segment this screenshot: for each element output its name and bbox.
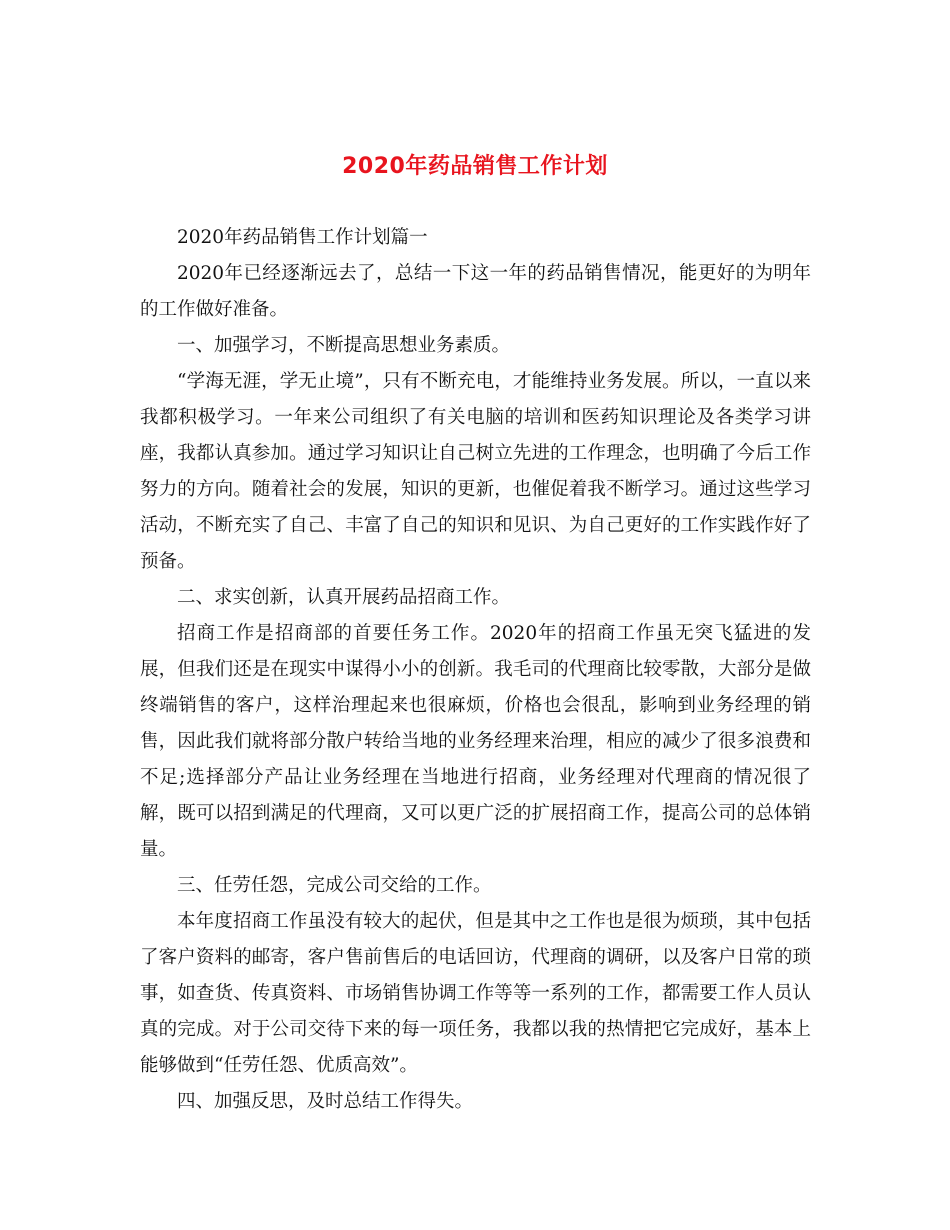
paragraph-section-1: “学海无涯，学无止境”，只有不断充电，才能维持业务发展。所以，一直以来我都积极学习。一年来公司组织了有关电脑的培训和医药知识理论及各类学习讲座，我都认真参加。通过学习知识让自己树立先进的工作理念，也明确了今后工作努力的方向。随着社会的发展，知识的更新，也催促着我不断学习。通过这些学习活动，不断充实了自己、丰富了自己的知识和见识、为自己更好的工作实践作好了预备。 [140, 371, 811, 572]
section-heading-2: 二、求实创新，认真开展药品招商工作。 [177, 587, 511, 608]
paragraph-section-3: 本年度招商工作虽没有较大的起伏，但是其中之工作也是很为烦琐，其中包括了客户资料的邮寄，客户售前售后的电话回访，代理商的调研，以及客户日常的琐事，如查货、传真资料、市场销售协调工作等等一系列的工作，都需要工作人员认真的完成。对于公司交待下来的每一项任务，我都以我的热情把它完成好，基本上能够做到“任劳任怨、优质高效”。 [140, 911, 811, 1076]
document-body [140, 220, 811, 1120]
document-title: 2020年药品销售工作计划 [342, 153, 608, 179]
paragraph-subtitle: 2020年药品销售工作计划篇一 [177, 227, 428, 248]
paragraph-section-2: 招商工作是招商部的首要任务工作。2020年的招商工作虽无突飞猛进的发展，但我们还是在现实中谋得小小的创新。我毛司的代理商比较零散，大部分是做终端销售的客户，这样治理起来也很麻烦，价格也会很乱，影响到业务经理的销售，因此我们就将部分散户转给当地的业务经理来治理，相应的减少了很多浪费和不足;选择部分产品让业务经理在当地进行招商，业务经理对代理商的情况很了解，既可以招到满足的代理商，又可以更广泛的扩展招商工作，提高公司的总体销量。 [140, 623, 811, 860]
paragraph-intro: 2020年已经逐渐远去了，总结一下这一年的药品销售情况，能更好的为明年的工作做好准备。 [140, 263, 811, 320]
section-heading-3: 三、任劳任怨，完成公司交给的工作。 [177, 875, 492, 896]
section-heading-4: 四、加强反思，及时总结工作得失。 [177, 1091, 474, 1112]
section-heading-1: 一、加强学习，不断提高思想业务素质。 [177, 335, 511, 356]
